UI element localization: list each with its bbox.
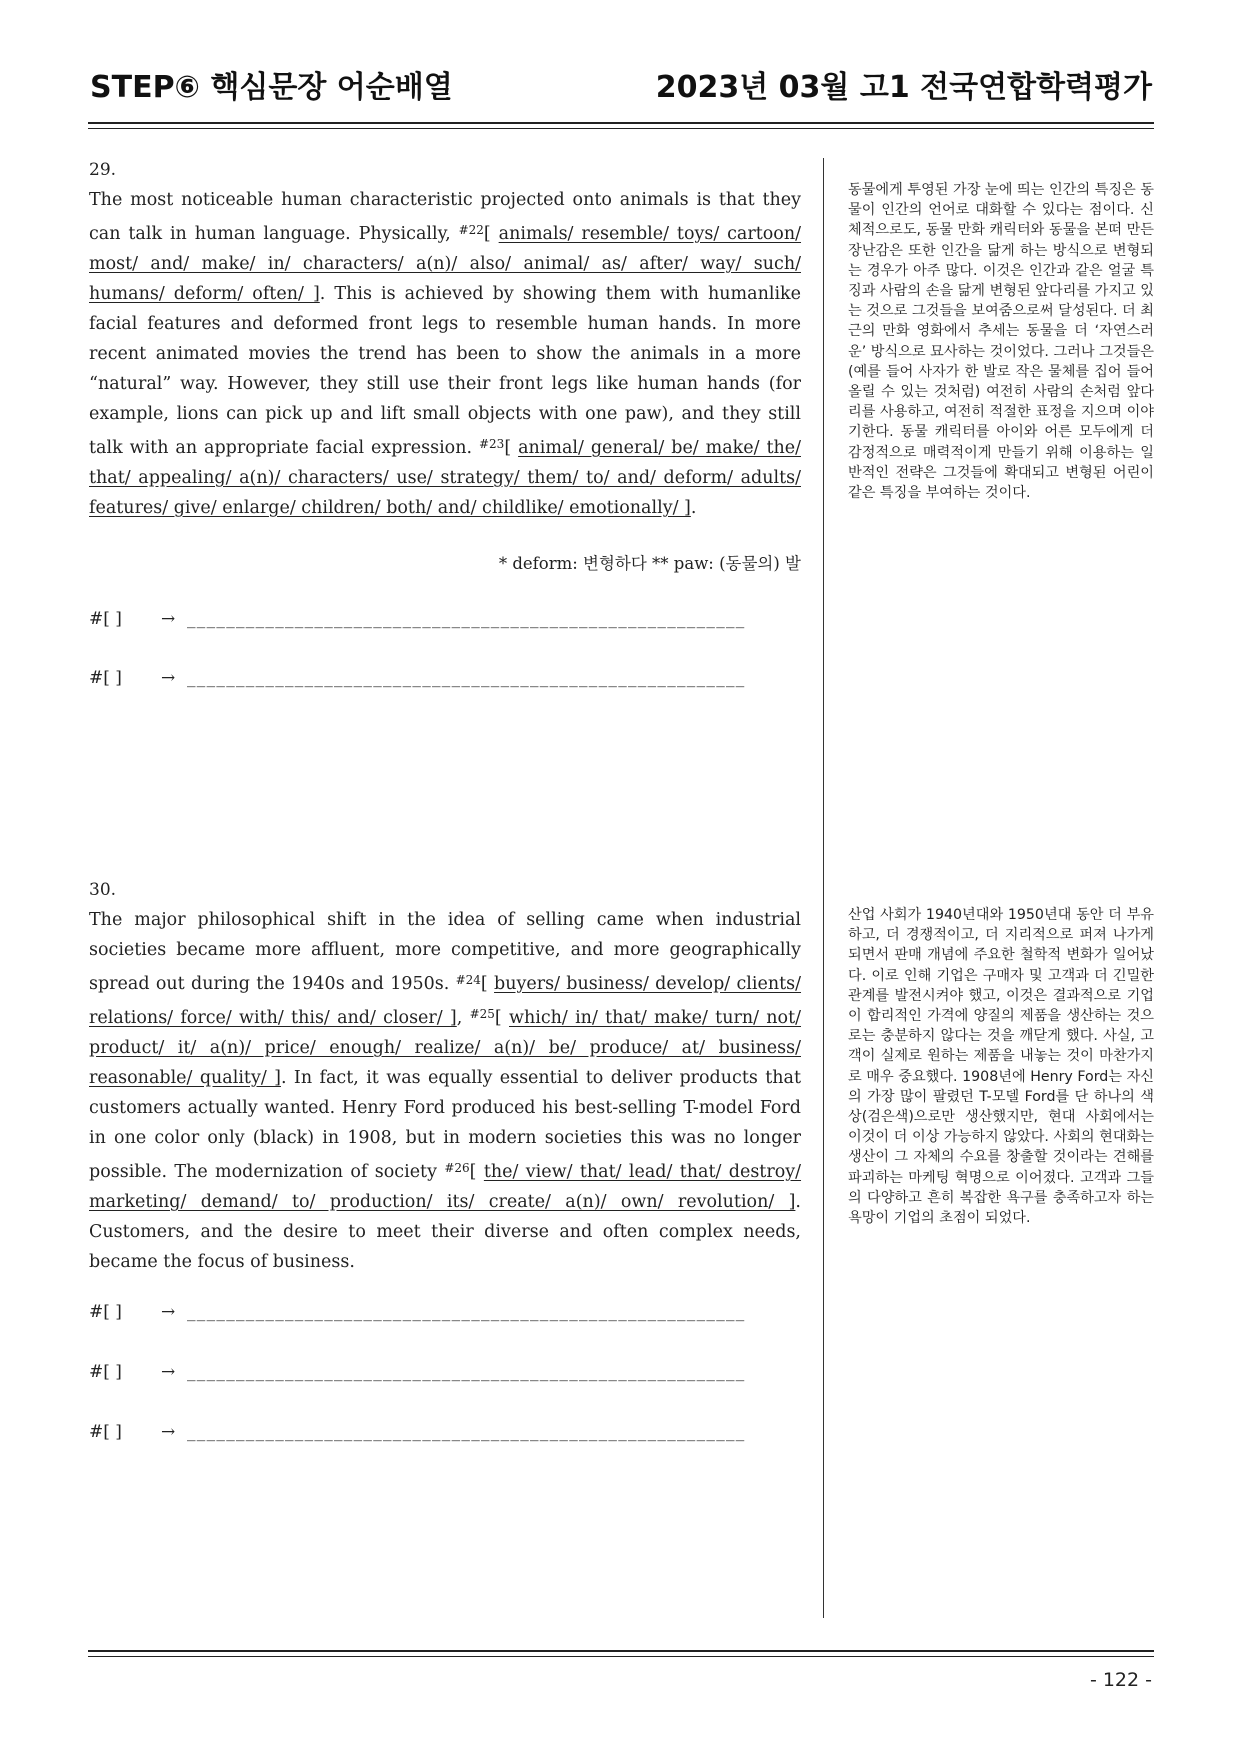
arrow-icon: → [161, 1422, 176, 1442]
answer-line[interactable] [89, 1302, 789, 1322]
arrow-icon: → [161, 668, 176, 688]
bracket-open: [ [469, 1162, 484, 1182]
question-30-translation: 산업 사회가 1940년대와 1950년대 동안 더 부유하고, 더 경쟁적이고, 더 지리적으로 퍼져 나가게 되면서 판매 개념에 주요한 철학적 변화가 일어났다. 이로 인해 기업은 구매자 및 고객과 더 긴밀한 관계를 발전시켜야 했고, 이것은 결과적으로 기업이 합리적인 가격에 양질의 제품을 생산하는 것으로는 충분하지 않다는 것을 깨닫게 했다. 사실, 고객이 실제로 원하는 제품을 내놓는 것이 마찬가지로 매우 중요했다. 1908년에 Henry Ford는 자신의 가장 많이 팔렸던 T-모델 Ford를 단 하나의 색상(검은색)으로만 생산했지만, 현대 사회에서는 이것이 더 이상 가능하지 않았다. 사회의 현대화는 생산이 그 자체의 수요를 창출할 것이라는 견해를 파괴하는 마케팅 혁명으로 이어졌다. 고객과 그들의 다양하고 흔히 복잡한 욕구를 충족하고자 하는 욕망이 기업의 초점이 되었다. [848, 907, 1154, 1227]
header-rule-thick [88, 122, 1154, 124]
footer-rule-thin [88, 1656, 1154, 1657]
scrambled-words: animals/ resemble/ toys/ cartoon/ most/ and/ make/ in/ characters/ a(n)/ also/ animal/ as/ after/ way/ such/ humans/ deform/ often/ ] [89, 224, 802, 304]
arrow-icon: → [161, 1362, 176, 1382]
bracket-open: [ [483, 224, 499, 244]
page-number: - 122 - [1089, 1669, 1152, 1691]
question-30-passage [89, 905, 801, 1277]
question-29-translation: 동물에게 투영된 가장 눈에 띄는 인간의 특징은 동물이 인간의 언어로 대화할 수 있다는 점이다. 신체적으로도, 동물 만화 캐릭터와 동물을 본떠 만든 장난감은 또한 인간을 닮게 하는 방식으로 변형되는 경우가 아주 많다. 이것은 인간과 같은 얼굴 특징과 사람의 손을 닮게 변형된 앞다리를 가지고 있는 것으로 그것들을 보여줌으로써 달성된다. 더 최근의 만화 영화에서 추세는 동물을 더 ‘자연스러운’ 방식으로 묘사하는 것이었다. 그러나 그것들은 (예를 들어 사자가 한 발로 작은 물체를 집어 들어 올릴 수 있는 것처럼) 여전히 사람의 손처럼 앞다리를 사용하고, 여전히 적절한 표정을 지으며 이야기한다. 동물 캐릭터를 아이와 어른 모두에게 더 감정적으로 매력적이게 만들기 위해 이용하는 일반적인 전략은 그것들에 확대되고 변형된 어린이 같은 특징을 부여하는 것이다. [848, 182, 1154, 502]
bracket-open: [ [504, 438, 519, 458]
sentence-marker: #24 [455, 973, 481, 987]
answer-blank[interactable]: _________________________________________________________ [187, 1422, 746, 1442]
sentence-marker: #26 [444, 1161, 470, 1175]
question-29-number: 29. [89, 160, 117, 180]
question-29-passage [89, 185, 801, 523]
column-divider [823, 158, 824, 1618]
scrambled-words: buyers/ business/ develop/ clients/ relations/ force/ with/ this/ and/ closer/ ] [89, 974, 802, 1028]
arrow-icon: → [161, 609, 176, 629]
passage-text: The major philosophical shift in the idea of selling came when industrial societies became more affluent, more competitive, and more geographically spread out during the 1940s and 1950s. [89, 910, 801, 994]
answer-label: #[ ] [89, 1422, 122, 1442]
scrambled-words: animal/ general/ be/ make/ the/ that/ appealing/ a(n)/ characters/ use/ strategy/ them/ to/ and/ deform/ adults/ features/ give/ enlarge/ children/ both/ and/ childlike/ emotionally/ ] [89, 438, 801, 518]
scrambled-words: which/ in/ that/ make/ turn/ not/ product/ it/ a(n)/ price/ enough/ realize/ a(n)/ be/ produce/ at/ business/ reasonable/ quality/ ] [89, 1008, 802, 1088]
passage-text: , [456, 1008, 470, 1028]
sentence-marker: #23 [478, 437, 505, 451]
answer-label: #[ ] [89, 1362, 122, 1382]
scrambled-words: the/ view/ that/ lead/ that/ destroy/ marketing/ demand/ to/ production/ its/ create/ a(n)/ own/ revolution/ ] [89, 1162, 802, 1212]
answer-blank[interactable]: _________________________________________________________ [187, 668, 746, 688]
answer-label: #[ ] [89, 1302, 122, 1322]
sentence-marker: #22 [458, 223, 484, 237]
answer-label: #[ ] [89, 668, 122, 688]
exam-title: 2023년 03월 고1 전국연합학력평가 [655, 70, 1152, 105]
answer-blank[interactable]: _________________________________________________________ [187, 1302, 746, 1322]
section-title: STEP⑥ 핵심문장 어순배열 [90, 70, 453, 105]
passage-text: . Customers, and the desire to meet their diverse and often complex needs, became the focus of business. [89, 1192, 801, 1272]
answer-blank[interactable]: _________________________________________________________ [187, 609, 746, 629]
passage-text: . In fact, it was equally essential to deliver products that customers actually wanted. Henry Ford produced his best-selling T-model Ford in one color only (black) in 1908, but in modern societies this was no longer possible. The modernization of society [89, 1068, 802, 1182]
answer-label: #[ ] [89, 609, 122, 629]
passage-text: . This is achieved by showing them with humanlike facial features and deformed front legs to resemble human hands. In more recent animated movies the trend has been to show the animals in a more “natural” way. However, they still use their front legs like human hands (for example, lions can pick up and lift small objects with one paw), and they still talk with an appropriate facial expression. [89, 284, 802, 458]
sentence-marker: #25 [469, 1007, 495, 1021]
header-rule-thin [88, 128, 1154, 129]
arrow-icon: → [161, 1302, 176, 1322]
footer-rule-thick [88, 1650, 1154, 1652]
bracket-open: [ [480, 974, 495, 994]
answer-line[interactable] [89, 1422, 789, 1442]
passage-text: The most noticeable human characteristic projected onto animals is that they can talk in human language. Physically, [89, 190, 801, 244]
answer-line[interactable] [89, 1362, 789, 1382]
bracket-open: [ [494, 1008, 510, 1028]
passage-text: . [690, 498, 697, 518]
answer-blank[interactable]: _________________________________________________________ [187, 1362, 746, 1382]
question-30-number: 30. [89, 880, 117, 900]
answer-line[interactable] [89, 609, 789, 629]
question-29-footnote: * deform: 변형하다 ** paw: (동물의) 발 [498, 554, 801, 573]
answer-line[interactable] [89, 668, 789, 688]
